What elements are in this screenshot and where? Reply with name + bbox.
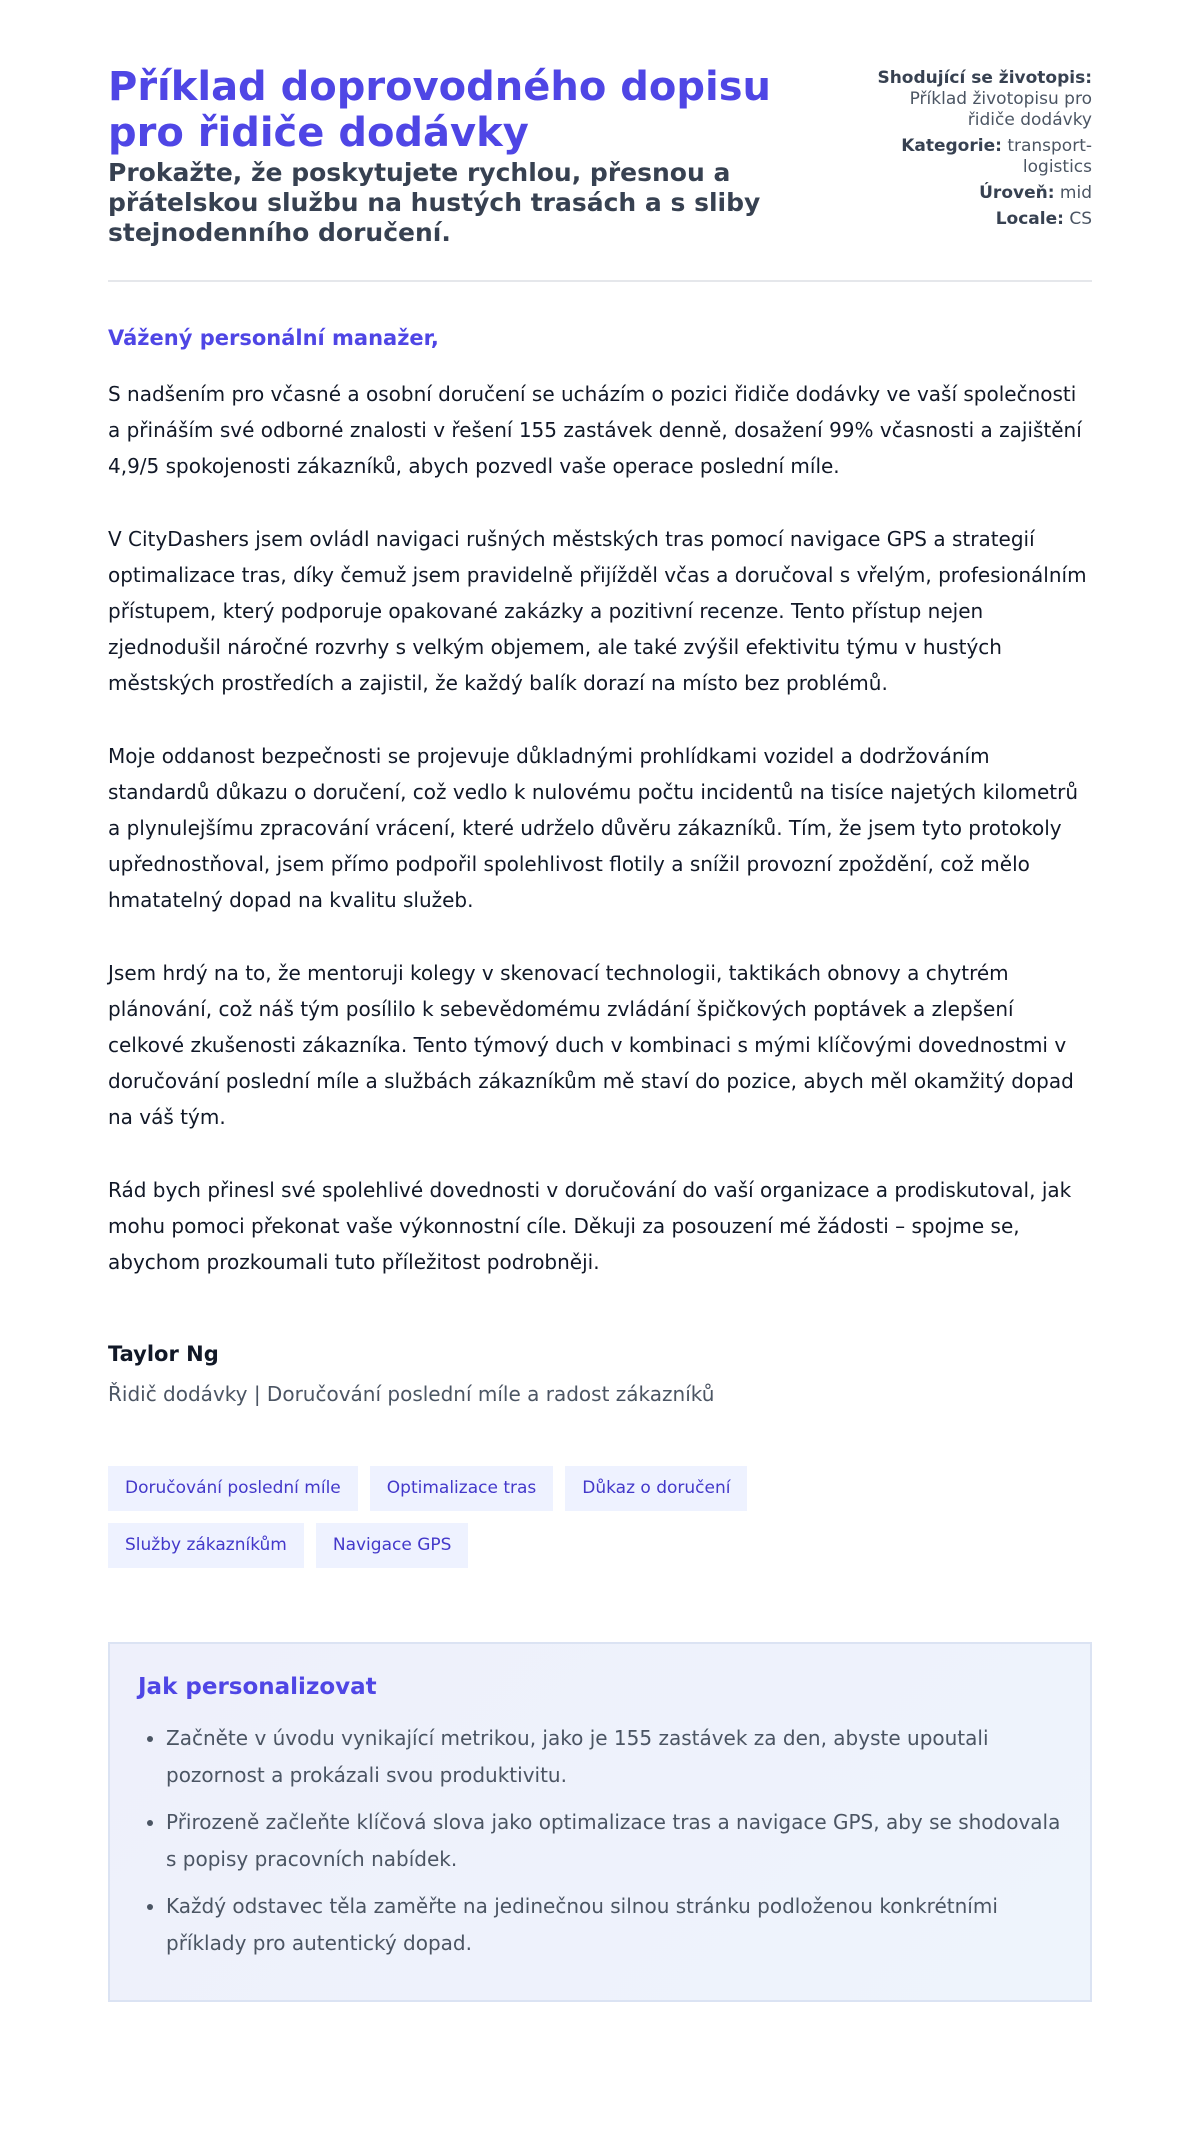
letter-paragraph: Rád bych přinesl své spolehlivé dovednosti v doručování do vaší organizace a prodiskutoval, jak mohu pomoci překonat vaše výkonnostní cíle. Děkuji za posouzení mé žádosti – spojme se, abychom prozkoumali tuto příležitost podrobněji. bbox=[108, 1178, 1072, 1274]
letter-greeting: Vážený personální manažer, bbox=[108, 326, 439, 350]
personalize-tips-box bbox=[108, 1642, 1092, 2002]
meta-locale bbox=[862, 209, 1092, 230]
letter-paragraph: Moje oddanost bezpečnosti se projevuje důkladnými prohlídkami vozidel a dodržováním standardů důkazu o doručení, což vedlo k nulovému počtu incidentů na tisíce najetých kilometrů a plynulejšímu zpracování vrácení, které udrželo důvěru zákazníků. Tím, že jsem tyto protokoly upřednostňoval, jsem přímo podpořil spolehlivost flotily a snížil provozní zpoždění, což mělo hmatatelný dopad na kvalitu služeb. bbox=[108, 744, 1079, 912]
tip-item: • Začněte v úvodu vynikající metrikou, jako je 155 zastávek za den, abyste upoutali pozornost a prokázali svou produktivitu. bbox=[166, 1720, 1062, 1794]
tip-item: • Přirozeně začleňte klíčová slova jako optimalizace tras a navigace GPS, aby se shodovala s popisy pracovních nabídek. bbox=[166, 1804, 1062, 1878]
meta-category bbox=[862, 136, 1092, 178]
meta-resume-label: Shodující se životopis: bbox=[877, 68, 1092, 88]
tips-list bbox=[138, 1720, 1062, 1962]
letter-paragraph: Jsem hrdý na to, že mentoruji kolegy v skenovací technologii, taktikách obnovy a chytrém plánování, což náš tým posílilo k sebevědomému zvládání špičkových poptávek a zlepšení celkové zkušenosti zákazníka. Tento týmový duch v kombinaci s mými klíčovými dovednostmi v doručování poslední míle a službách zákazníkům mě staví do pozice, abych měl okamžitý dopad na váš tým. bbox=[108, 961, 1074, 1129]
header-titles bbox=[108, 64, 798, 248]
meta-category-label: Kategorie: bbox=[901, 136, 1002, 156]
page-header bbox=[108, 64, 1092, 282]
tip-item: • Každý odstavec těla zaměřte na jedinečnou silnou stránku podloženou konkrétními příklady pro autentický dopad. bbox=[166, 1888, 1062, 1962]
skill-tag: Optimalizace tras bbox=[370, 1466, 553, 1511]
skill-tag: Doručování poslední míle bbox=[108, 1466, 358, 1511]
page-title: Příklad doprovodného dopisu pro řidiče dodávky bbox=[108, 64, 771, 156]
skill-tags bbox=[108, 1466, 808, 1568]
meta-resume-value[interactable]: Příklad životopisu pro řidiče dodávky bbox=[909, 89, 1092, 130]
signature-role: Řidič dodávky | Doručování poslední míle a radost zákazníků bbox=[108, 1382, 715, 1406]
skill-tag: Služby zákazníkům bbox=[108, 1523, 304, 1568]
meta-level bbox=[862, 183, 1092, 204]
page-subtitle: Prokažte, že poskytujete rychlou, přesnou a přátelskou službu na hustých trasách a s sliby stejnodenního doručení. bbox=[108, 158, 761, 247]
meta-locale-label: Locale: bbox=[995, 209, 1064, 229]
meta-locale-value: CS bbox=[1069, 209, 1092, 229]
meta-level-label: Úroveň: bbox=[979, 183, 1055, 203]
letter-paragraph: V CityDashers jsem ovládl navigaci rušných městských tras pomocí navigace GPS a strategií optimalizace tras, díky čemuž jsem pravidelně přijížděl včas a doručoval s vřelým, profesionálním přístupem, který podporuje opakované zakázky a pozitivní recenze. Tento přístup nejen zjednodušil náročné rozvrhy s velkým objemem, ale také zvýšil efektivitu týmu v hustých městských prostředích a zajistil, že každý balík dorazí na místo bez problémů. bbox=[108, 527, 1087, 695]
signature-name: Taylor Ng bbox=[108, 1342, 219, 1366]
meta-category-value: transport-logistics bbox=[1007, 136, 1092, 177]
skill-tag: Důkaz o doručení bbox=[565, 1466, 747, 1511]
letter-body bbox=[108, 326, 1092, 1406]
tips-title: Jak personalizovat bbox=[138, 1674, 377, 1700]
signature-block bbox=[108, 1342, 1092, 1406]
meta-level-value: mid bbox=[1059, 183, 1092, 203]
letter-paragraph: S nadšením pro včasné a osobní doručení se ucházím o pozici řidiče dodávky ve vaší společnosti a přináším své odborné znalosti v řešení 155 zastávek denně, dosažení 99% včasnosti a zajištění 4,9/5 spokojenosti zákazníků, abych pozvedl vaše operace poslední míle. bbox=[108, 382, 1082, 478]
skill-tag: Navigace GPS bbox=[316, 1523, 469, 1568]
meta-panel bbox=[862, 68, 1092, 235]
meta-resume bbox=[862, 68, 1092, 131]
